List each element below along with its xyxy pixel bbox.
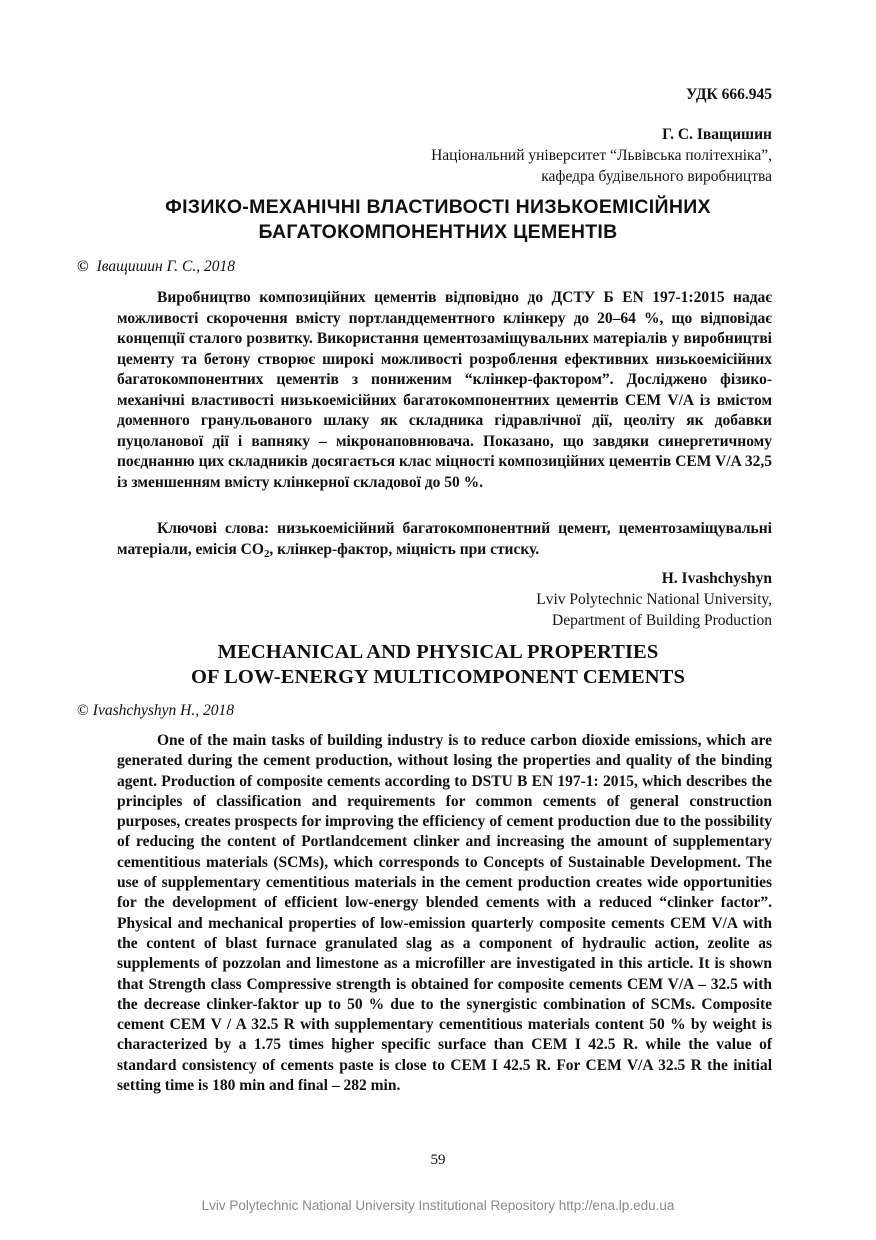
en-affiliation-department: Department of Building Production (552, 612, 772, 629)
en-copyright (77, 702, 234, 720)
ua-title (0, 195, 876, 245)
ua-abstract-text: Виробництво композиційних цементів відповідно до ДСТУ Б EN 197-1:2015 надає можливості скорочення вмісту портландцементного клінкеру до 20–64 %, що відповідає концепції сталого розвитку. Використання цементозаміщувальних матеріалів у виробництві цементу та бетону створює широкі можливості розроблення ефективних низькоемісійних багатокомпонентних цементів з пониженим “клінкер-фактором”. Досліджено фізико-механічні властивості низькоемісійних багатокомпонентних цементів CEM V/A із вмістом доменного гранульованого шлаку як складника гідравлічної дії, цеоліту як добавки пуцоланової дії і вапняку – мікронаповнювача. Показано, що завдяки синергетичному поєднанню цих складників досягається клас міцності композиційних цементів CEM V/A 32,5 із зменшенням вмісту клінкерної складової до 50 %. (117, 289, 772, 491)
ua-author-block (431, 124, 772, 187)
ua-title-line-1: ФІЗИКО-МЕХАНІЧНІ ВЛАСТИВОСТІ НИЗЬКОЕМІСІЙНИХ (165, 196, 711, 218)
en-abstract-text: One of the main tasks of building industry is to reduce carbon dioxide emissions, which are generated during the cement production, without losing the properties and quality of the binding agent. Production of composite cements according to DSTU B EN 197-1: 2015, which describes the principles of classification and requirements for common cements of general construction purposes, creates prospects for improving the efficiency of cement production due to the possibility of reducing the content of Portlandcement clinker and increasing the amount of supplementary cementitious materials (SCMs), which corresponds to Concepts of Sustainable Development. The use of supplementary cementitious materials in the cement production creates wide opportunities for the development of efficient low-energy blended cements with a reduced “clinker factor”. Physical and mechanical properties of low-emission quarterly composite cements CEM V/A with the content of blast furnace granulated slag as a component of hydraulic action, zeolite as supplements of pozzolan and limestone as a microfiller are investigated in this article. It is shown that Strength class Compressive strength is obtained for composite cements CEM V/A – 32.5 with the decrease clinker-faktor up to 50 % due to the synergistic combination of SCMs. Composite cement CEM V / A 32.5 R with supplementary cementitious materials content 50 % by weight is characterized by a 1.75 times higher specific surface than CEM I 42.5 R. while the value of standard consistency of cements paste is close to CEM I 42.5 R. For CEM V/A 32.5 R the initial setting time is 180 min and final – 282 min. (117, 732, 772, 1095)
ua-keywords-text: Ключові слова: низькоемісійний багатокомпонентний цемент, цементозаміщувальні матеріали, емісія CO (117, 520, 772, 558)
ua-copyright (77, 258, 235, 276)
en-abstract (117, 731, 772, 1096)
udc-code: УДК 666.945 (686, 86, 772, 103)
ua-abstract (117, 288, 772, 493)
en-copyright-text: Ivashchyshyn H., 2018 (92, 702, 234, 719)
ua-affiliation-university: Національний університет “Львівська політехніка”, (431, 147, 772, 164)
en-title-line-2: OF LOW-ENERGY MULTICOMPONENT CEMENTS (191, 666, 685, 688)
copyright-symbol: © (77, 702, 89, 719)
ua-keywords (117, 519, 772, 564)
en-title-line-1: MECHANICAL AND PHYSICAL PROPERTIES (217, 641, 659, 663)
ua-author-name: Г. С. Іващишин (662, 126, 772, 143)
en-author-block (536, 568, 772, 631)
copyright-symbol: © (77, 258, 89, 275)
en-affiliation-university: Lviv Polytechnic National University, (536, 591, 772, 608)
en-author-name: H. Ivashchyshyn (661, 570, 772, 587)
en-title (0, 640, 876, 690)
ua-keywords-subscript: 2 (263, 547, 270, 560)
ua-title-line-2: БАГАТОКОМПОНЕНТНИХ ЦЕМЕНТІВ (258, 221, 618, 243)
ua-keywords-text-end: , клінкер-фактор, міцність при стиску. (269, 540, 540, 558)
repository-footer: Lviv Polytechnic National University Institutional Repository http://ena.lp.edu.ua (201, 1198, 675, 1213)
ua-copyright-text: Іващишин Г. С., 2018 (96, 258, 235, 275)
ua-affiliation-department: кафедра будівельного виробництва (541, 168, 772, 185)
page-number: 59 (430, 1152, 446, 1168)
